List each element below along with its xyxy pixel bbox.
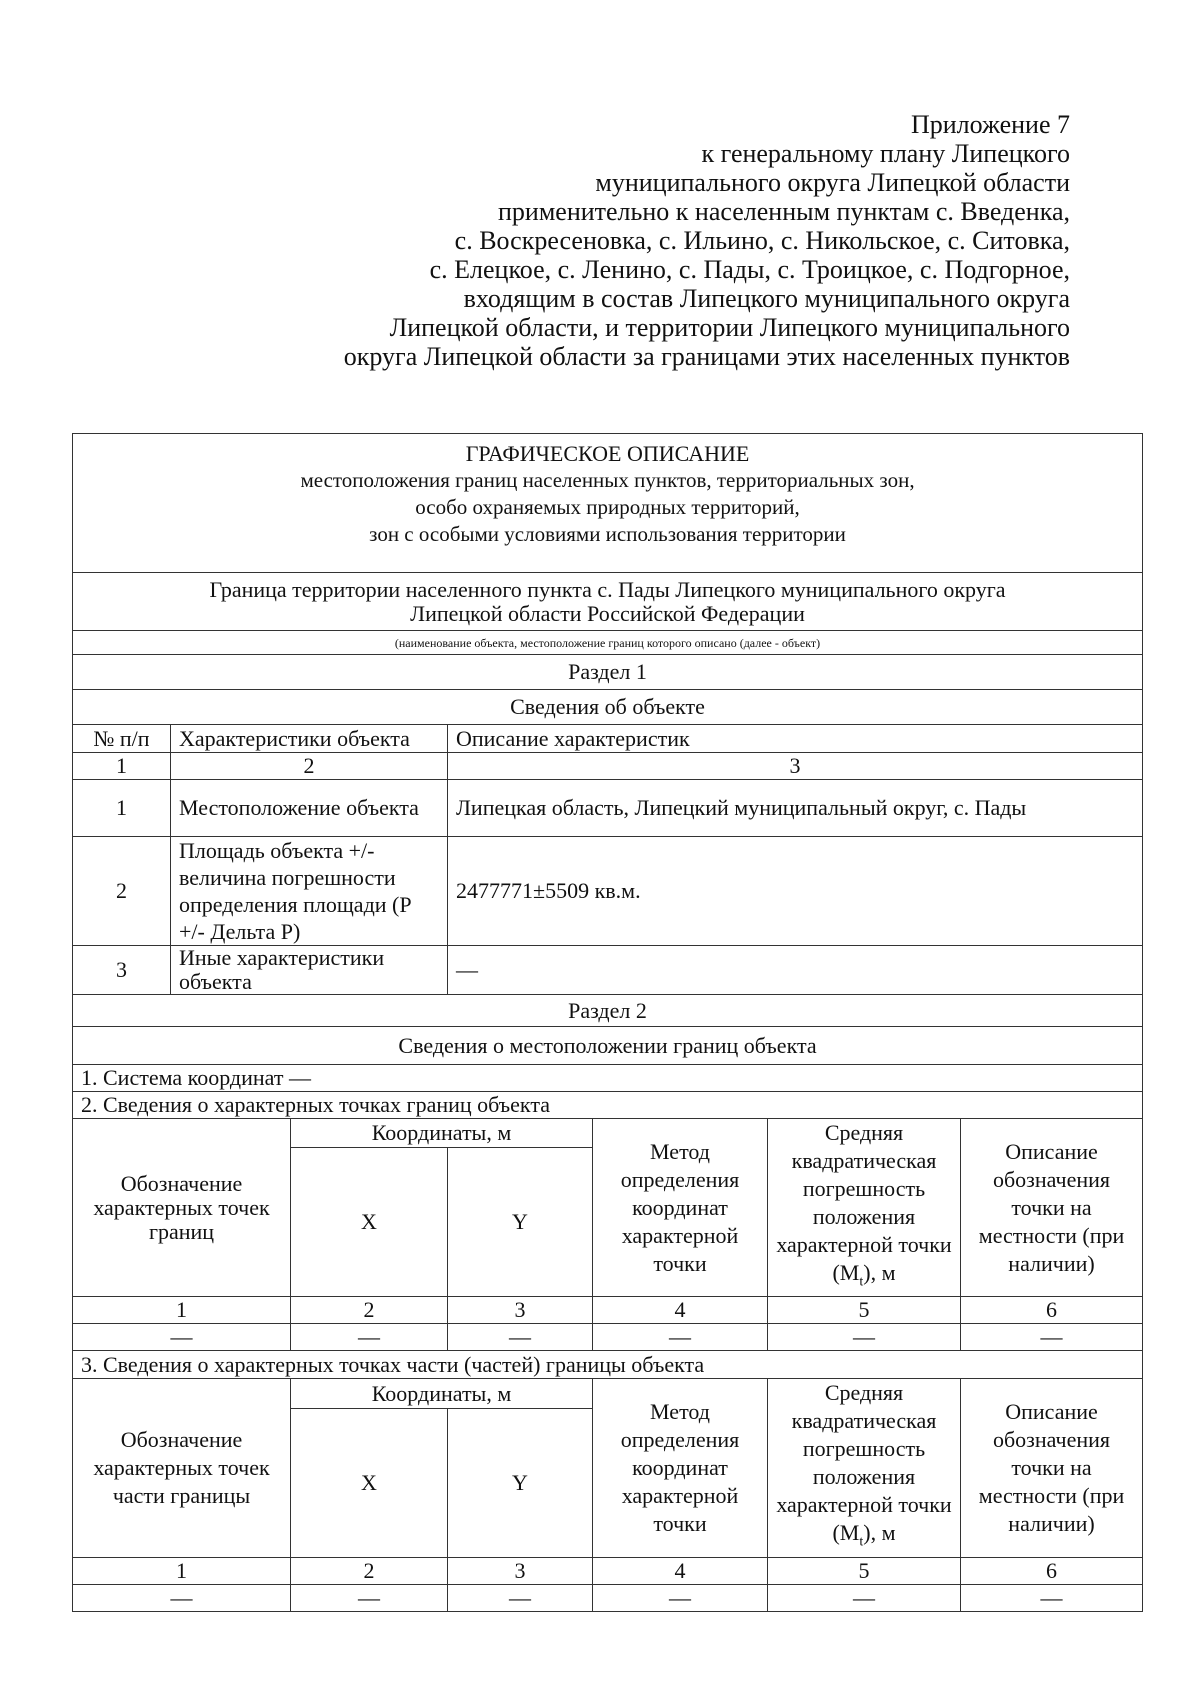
- document-header: [73, 434, 1143, 573]
- object-name-caption: (наименование объекта, местоположение границ которого описано (далее - объект): [73, 631, 1143, 655]
- appendix-line: с. Воскресеновка, с. Ильино, с. Никольское, с. Ситовка,: [454, 226, 1070, 255]
- col-number: 6: [961, 1297, 1143, 1324]
- col-number: 3: [448, 1297, 593, 1324]
- cell-empty: —: [291, 1584, 448, 1611]
- col-x: X: [291, 1148, 448, 1297]
- col-error-sub: t: [859, 1534, 864, 1550]
- document-subtitle-line: местоположения границ населенных пунктов, территориальных зон,: [300, 468, 915, 492]
- appendix-line: применительно к населенным пунктам с. Введенка,: [498, 197, 1070, 226]
- cell-empty: —: [448, 1324, 593, 1351]
- object-name: [73, 573, 1143, 631]
- section1-subtitle: Сведения об объекте: [73, 690, 1143, 725]
- appendix-line: с. Елецкое, с. Ленино, с. Пады, с. Троицкое, с. Подгорное,: [429, 255, 1070, 284]
- cell-empty: —: [291, 1324, 448, 1351]
- cell-empty: —: [73, 1324, 291, 1351]
- appendix-line: округа Липецкой области за границами этих населенных пунктов: [343, 342, 1070, 371]
- col-number: 1: [73, 1557, 291, 1584]
- table-row: [73, 1584, 1143, 1611]
- appendix-line: Липецкой области, и территории Липецкого муниципального: [389, 313, 1070, 342]
- col-number: 3: [448, 1557, 593, 1584]
- col-header-num: № п/п: [73, 725, 171, 753]
- table-row: [73, 837, 1143, 946]
- row-value: 2477771±5509 кв.м.: [448, 837, 1143, 946]
- cell-empty: —: [961, 1324, 1143, 1351]
- col-error-suffix: ), м: [863, 1260, 896, 1285]
- section2-title: Раздел 2: [73, 995, 1143, 1027]
- col-point-description: Описание обозначения точки на местности (при наличии): [961, 1379, 1143, 1557]
- coordinate-system: 1. Система координат —: [73, 1065, 1143, 1092]
- appendix-line: Приложение 7: [910, 110, 1070, 139]
- cell-empty: —: [961, 1584, 1143, 1611]
- row-num: 2: [73, 837, 171, 946]
- col-point-description: Описание обозначения точки на местности (при наличии): [961, 1119, 1143, 1297]
- row-num: 1: [73, 780, 171, 837]
- col-coordinates: Координаты, м: [291, 1379, 593, 1408]
- col-number: 6: [961, 1557, 1143, 1584]
- col-x: X: [291, 1408, 448, 1557]
- col-y: Y: [448, 1408, 593, 1557]
- col-method: Метод определения координат характерной точки: [593, 1119, 768, 1297]
- col-error-suffix: ), м: [863, 1520, 896, 1546]
- col-number: 4: [593, 1297, 768, 1324]
- row-value: Липецкая область, Липецкий муниципальный округ, с. Пады: [448, 780, 1143, 837]
- col-error-sub: t: [859, 1274, 864, 1290]
- table-row: [73, 1324, 1143, 1351]
- document-subtitle-line: особо охраняемых природных территорий,: [415, 495, 800, 519]
- row-characteristic: Иные характеристики объекта: [171, 946, 448, 995]
- appendix-header: [170, 110, 1070, 371]
- cell-empty: —: [73, 1584, 291, 1611]
- section1-title: Раздел 1: [73, 655, 1143, 690]
- col-y: Y: [448, 1148, 593, 1297]
- col-number: 2: [291, 1297, 448, 1324]
- table-row: [73, 946, 1143, 995]
- col-number: 1: [73, 1297, 291, 1324]
- table-row: [73, 780, 1143, 837]
- row-characteristic: Площадь объекта +/- величина погрешности определения площади (P +/- Дельта P): [171, 837, 448, 946]
- col-error-text: Средняя квадратическая погрешность положения характерной точки (M: [776, 1120, 952, 1285]
- appendix-line: входящим в состав Липецкого муниципального округа: [463, 284, 1070, 313]
- appendix-line: к генеральному плану Липецкого: [701, 139, 1070, 168]
- row-value: —: [448, 946, 1143, 995]
- points-section-title: 2. Сведения о характерных точках границ объекта: [73, 1092, 1143, 1119]
- row-characteristic: Местоположение объекта: [171, 780, 448, 837]
- cell-empty: —: [593, 1324, 768, 1351]
- row-num: 3: [73, 946, 171, 995]
- cell-empty: —: [448, 1584, 593, 1611]
- col-designation: Обозначение характерных точек части границы: [73, 1379, 291, 1557]
- col-error-text: Средняя квадратическая погрешность положения характерной точки (M: [776, 1380, 952, 1546]
- section2-subtitle: Сведения о местоположении границ объекта: [73, 1027, 1143, 1065]
- col-number: 2: [291, 1557, 448, 1584]
- col-number: 3: [448, 753, 1143, 780]
- col-error: [768, 1379, 961, 1557]
- col-number: 5: [768, 1557, 961, 1584]
- cell-empty: —: [768, 1584, 961, 1611]
- col-number: 4: [593, 1557, 768, 1584]
- cell-empty: —: [768, 1324, 961, 1351]
- document-title: ГРАФИЧЕСКОЕ ОПИСАНИЕ: [465, 441, 750, 466]
- col-coordinates: Координаты, м: [291, 1119, 593, 1148]
- col-error: [768, 1119, 961, 1297]
- cell-empty: —: [593, 1584, 768, 1611]
- col-header-description: Описание характеристик: [448, 725, 1143, 753]
- col-header-characteristic: Характеристики объекта: [171, 725, 448, 753]
- document-subtitle-line: зон с особыми условиями использования территории: [369, 522, 846, 546]
- graphic-description-table: [72, 433, 1143, 1612]
- col-designation: Обозначение характерных точек границ: [73, 1119, 291, 1297]
- object-name-line: Липецкой области Российской Федерации: [410, 600, 805, 626]
- col-number: 2: [171, 753, 448, 780]
- col-method: Метод определения координат характерной точки: [593, 1379, 768, 1557]
- col-number: 5: [768, 1297, 961, 1324]
- col-number: 1: [73, 753, 171, 780]
- object-name-line: Граница территории населенного пункта с. Пады Липецкого муниципального округа: [209, 576, 1006, 602]
- appendix-line: муниципального округа Липецкой области: [595, 168, 1070, 197]
- parts-section-title: 3. Сведения о характерных точках части (частей) границы объекта: [73, 1351, 1143, 1379]
